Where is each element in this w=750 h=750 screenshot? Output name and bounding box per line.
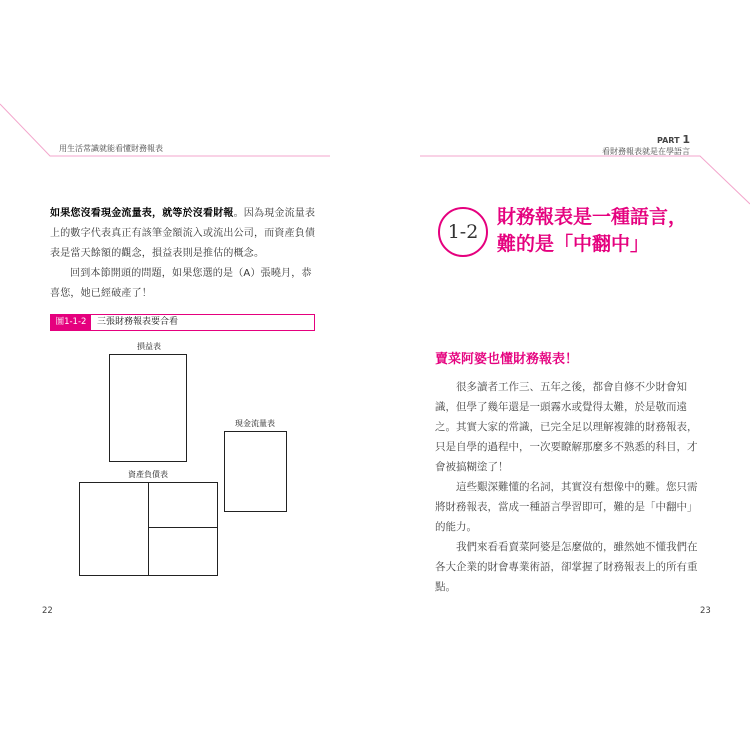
paragraph: 很多讀者工作三、五年之後，都會自修不少財會知識，但學了幾年還是一頭霧水或覺得太難，於是敬而遠之。其實大家的常識，已完全足以理解複雜的財務報表，只是自學的過程中，一次要瞭解那麼多不熟悉的科目，才會被搞糊塗了！ (435, 381, 698, 473)
cash-flow-box (224, 431, 287, 512)
figure-header (50, 314, 315, 331)
section-title (497, 204, 687, 258)
bold-intro: 如果您沒看現金流量表，就等於沒看財報 (50, 208, 234, 219)
part-number: 1 (682, 133, 690, 146)
figure-title: 三張財務報表要合看 (97, 317, 179, 327)
running-head-right-text: 看財務報表就是在學語言 (602, 147, 690, 156)
running-head-right (602, 134, 690, 157)
balance-sheet-divider-v (148, 483, 149, 575)
paragraph-2: 回到本節開頭的問題，如果您選的是（A）張曉月，恭喜您，她已經破產了！ (50, 268, 312, 299)
subheading: 賣菜阿婆也懂財務報表！ (435, 352, 579, 367)
page-number-right: 23 (700, 606, 711, 616)
running-head-left: 用生活常識就能看懂財務報表 (59, 144, 163, 153)
left-body-text (50, 204, 320, 304)
cash-flow-label: 現金流量表 (235, 419, 275, 428)
section-number: 1-2 (447, 221, 479, 243)
income-statement-box (109, 354, 187, 462)
figure-number: 圖1-1-2 (51, 315, 91, 330)
income-statement-label: 損益表 (137, 342, 161, 351)
paragraph-1-rest: 。因為現金流量表上的數字代表真正有該筆金額流入或流出公司，而資產負債表是當天餘額的觀念，損益表則是推估的概念。 (50, 208, 316, 259)
section-number-badge (438, 207, 488, 257)
paragraph: 這些艱深難懂的名詞，其實沒有想像中的難。您只需將財務報表，當成一種語言學習即可，難的是「中翻中」的能力。 (435, 481, 698, 533)
balance-sheet-label: 資產負債表 (128, 470, 168, 479)
section-title-line2: 難的是「中翻中」 (497, 233, 650, 255)
balance-sheet-box (79, 482, 218, 576)
part-text: PART (656, 136, 680, 145)
right-header-rule (420, 156, 750, 204)
paragraph: 我們來看看賣菜阿婆是怎麼做的，雖然她不懂我們在各大企業的財會專業術語，卻掌握了財務報表上的所有重點。 (435, 541, 698, 593)
part-label (602, 134, 690, 146)
right-body-text (435, 377, 700, 597)
section-title-line1: 財務報表是一種語言， (497, 206, 688, 228)
balance-sheet-divider-h (148, 527, 217, 528)
page-number-left: 22 (42, 606, 53, 616)
